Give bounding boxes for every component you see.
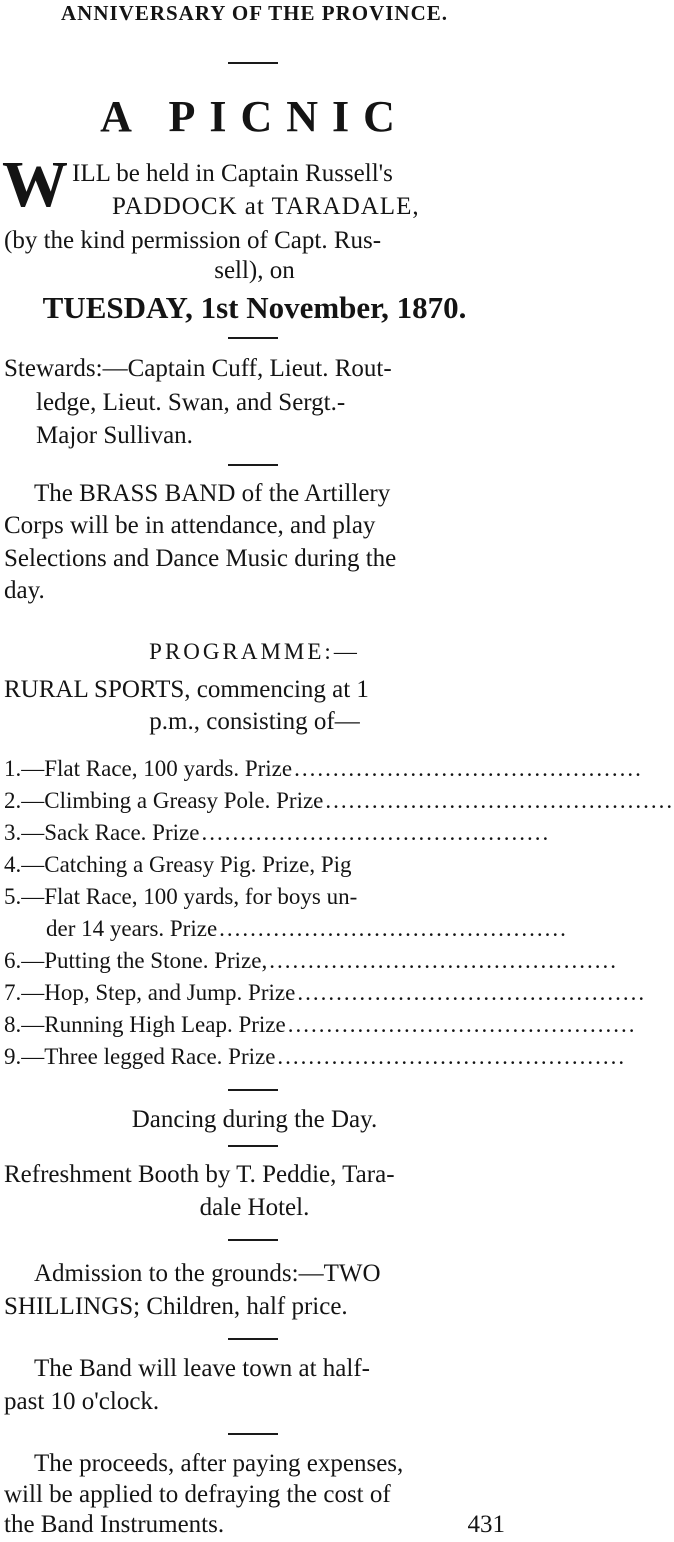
refreshment-line-2: dale Hotel. — [199, 1194, 310, 1221]
divider — [228, 1145, 278, 1147]
ad-number: 431 — [467, 1511, 505, 1538]
programme-item-label: 7.—Hop, Step, and Jump. Prize — [4, 980, 296, 1005]
programme-item — [4, 756, 643, 781]
programme-item — [4, 948, 618, 973]
stewards-line-3: Major Sullivan. — [36, 422, 193, 449]
programme-heading: PROGRAMME:— — [149, 639, 360, 664]
proceeds-line-1: The proceeds, after paying expenses, — [34, 1450, 404, 1477]
leader-dots: ............................................. — [297, 980, 647, 1005]
divider — [228, 1239, 278, 1241]
programme-item-label: 9.—Three legged Race. Prize — [4, 1044, 276, 1069]
divider — [228, 1433, 278, 1435]
headline: A PICNIC — [100, 92, 409, 141]
programme-item-label: 8.—Running High Leap. Prize — [4, 1012, 286, 1037]
refreshment-line-1: Refreshment Booth by T. Peddie, Tara- — [4, 1161, 395, 1188]
divider — [228, 464, 278, 466]
proceeds-line-2: will be applied to defraying the cost of — [4, 1481, 391, 1508]
programme-item — [46, 916, 568, 941]
band-line-2: Corps will be in attendance, and play — [4, 512, 376, 539]
leader-dots: ............................................. — [325, 788, 674, 813]
leader-dots: ............................................. — [277, 1044, 627, 1069]
intro-line-1: ILL be held in Captain Russell's — [72, 160, 393, 187]
programme-item: 4.—Catching a Greasy Pig. Prize, Pig — [4, 852, 352, 877]
admission-line-2: SHILLINGS; Children, half price. — [4, 1293, 348, 1320]
event-date: TUESDAY, 1st November, 1870. — [42, 290, 467, 325]
leader-dots: ............................................. — [287, 1012, 637, 1037]
programme-item-label: 6.—Putting the Stone. Prize, — [4, 948, 268, 973]
divider — [228, 1089, 278, 1091]
divider — [228, 1338, 278, 1340]
programme-item — [4, 820, 551, 845]
programme-item-label: der 14 years. Prize — [46, 916, 218, 941]
programme-item — [4, 980, 647, 1005]
programme-item — [4, 788, 674, 813]
programme-item: 5.—Flat Race, 100 yards, for boys un- — [4, 884, 358, 909]
section-header: ANNIVERSARY OF THE PROVINCE. — [60, 1, 449, 25]
rural-sports-line-2: p.m., consisting of— — [149, 708, 360, 735]
divider — [228, 337, 278, 339]
programme-item — [4, 1044, 627, 1069]
departure-line-2: past 10 o'clock. — [4, 1388, 160, 1415]
intro-line-3: (by the kind permission of Capt. Rus- — [4, 227, 382, 254]
stewards-line-1: Stewards:—Captain Cuff, Lieut. Rout- — [4, 355, 392, 382]
drop-cap: W — [2, 148, 66, 221]
band-line-1: The BRASS BAND of the Artillery — [34, 480, 391, 507]
proceeds-line-3: the Band Instruments. — [4, 1511, 225, 1538]
dancing-notice: Dancing during the Day. — [131, 1106, 378, 1133]
programme-item-label: 3.—Sack Race. Prize — [4, 820, 200, 845]
programme-item-label: 1.—Flat Race, 100 yards. Prize — [4, 756, 293, 781]
leader-dots: ............................................. — [201, 820, 551, 845]
programme-item — [4, 1012, 637, 1037]
leader-dots: ............................................. — [294, 756, 643, 781]
divider — [228, 62, 278, 64]
intro-line-2: PADDOCK at TARADALE, — [112, 193, 420, 220]
band-line-4: day. — [4, 577, 45, 604]
rural-sports-line-1: RURAL SPORTS, commencing at 1 — [4, 676, 369, 703]
programme-item-label: 2.—Climbing a Greasy Pole. Prize — [4, 788, 324, 813]
band-line-3: Selections and Dance Music during the — [4, 545, 397, 572]
admission-line-1: Admission to the grounds:—TWO — [34, 1260, 381, 1287]
leader-dots: ............................................. — [219, 916, 568, 941]
intro-line-4: sell), on — [214, 257, 295, 284]
stewards-line-2: ledge, Lieut. Swan, and Sergt.- — [36, 389, 346, 416]
leader-dots: ............................................. — [269, 948, 618, 973]
departure-line-1: The Band will leave town at half- — [34, 1355, 370, 1382]
